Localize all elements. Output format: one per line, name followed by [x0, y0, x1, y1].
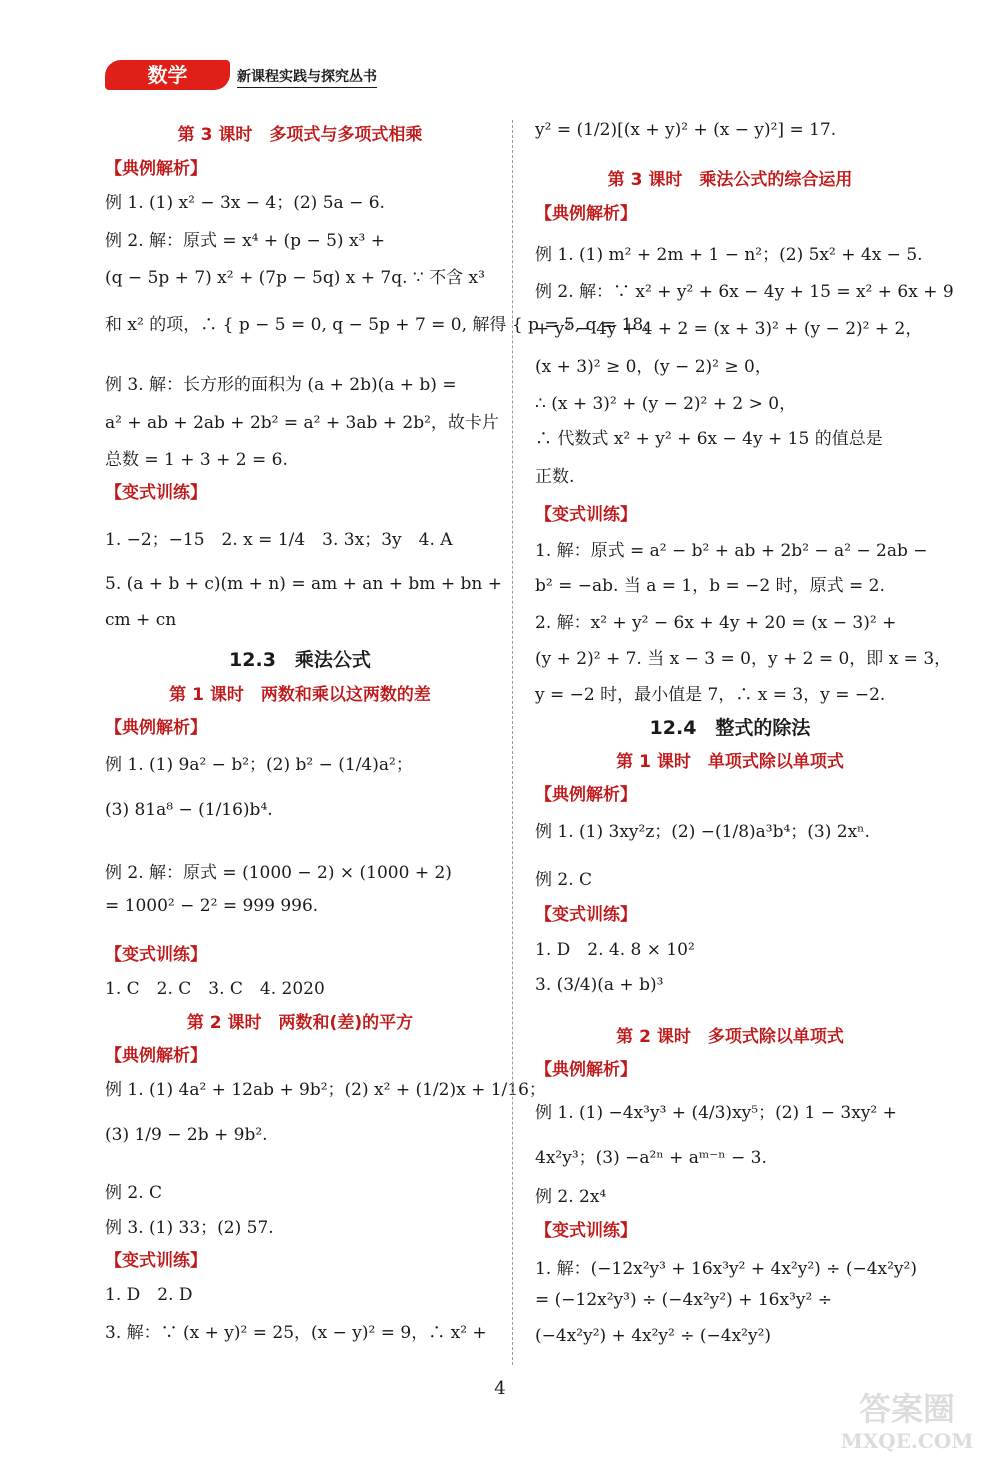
section-tag: 【变式训练】 [105, 945, 207, 965]
section-tag: 【典例解析】 [105, 1046, 207, 1066]
answer-line: 1. 解：原式 = a² − b² + ab + 2b² − a² − 2ab − [535, 541, 928, 561]
answer-line: (−4x²y²) + 4x²y² ÷ (−4x²y²) [535, 1326, 772, 1346]
lesson-heading: 第 1 课时 两数和乘以这两数的差 [169, 685, 431, 705]
section-heading: 12.3 乘法公式 [229, 649, 371, 671]
section-tag: 【典例解析】 [535, 1060, 637, 1080]
answer-line: ∴ (x + 3)² + (y − 2)² + 2 > 0， [535, 394, 797, 414]
answer-line: (3) 81a⁸ − (1/16)b⁴. [105, 800, 273, 820]
subject-badge: 数学 [105, 60, 230, 90]
answer-line: 总数 = 1 + 3 + 2 = 6. [105, 450, 288, 470]
answer-line: 例 1. (1) 3xy²z；(2) −(1/8)a³b⁴；(3) 2xⁿ. [535, 822, 870, 842]
answer-line: 1. 解：(−12x²y³ + 16x³y² + 4x²y²) ÷ (−4x²y²) [535, 1259, 917, 1279]
series-title: 新课程实践与探究丛书 [237, 66, 377, 88]
section-heading: 12.4 整式的除法 [649, 717, 811, 739]
answer-line: (3) 1/9 − 2b + 9b². [105, 1125, 268, 1145]
answer-line: 正数. [535, 467, 575, 487]
answer-line: 例 3. (1) 33；(2) 57. [105, 1218, 274, 1238]
section-tag: 【典例解析】 [535, 204, 637, 224]
answer-line: a² + ab + 2ab + 2b² = a² + 3ab + 2b²，故卡片 [105, 413, 499, 433]
answer-line: 例 1. (1) 4a² + 12ab + 9b²；(2) x² + (1/2)x + 1/16； [105, 1080, 546, 1100]
answer-line: 2. 解：x² + y² − 6x + 4y + 20 = (x − 3)² + [535, 613, 897, 633]
answer-line: 5. (a + b + c)(m + n) = am + an + bm + bn + [105, 574, 502, 594]
answer-line: 1. −2；−15 2. x = 1/4 3. 3x；3y 4. A [105, 530, 453, 550]
answer-line: 4x²y³；(3) −a²ⁿ + aᵐ⁻ⁿ − 3. [535, 1148, 767, 1168]
answer-line: = (−12x²y³) ÷ (−4x²y²) + 16x³y² ÷ [535, 1290, 832, 1310]
answer-line: y = −2 时，最小值是 7，∴ x = 3，y = −2. [535, 685, 886, 705]
answer-line: 和 x² 的项，∴ { p − 5 = 0, q − 5p + 7 = 0, 解得 { p = 5, q = 18. [105, 315, 649, 335]
answer-line: 例 2. C [105, 1183, 163, 1203]
answer-line: 例 2. 2x⁴ [535, 1187, 607, 1207]
page-number: 4 [494, 1378, 506, 1399]
section-tag: 【典例解析】 [535, 785, 637, 805]
answer-line: cm + cn [105, 610, 177, 630]
lesson-heading: 第 1 课时 单项式除以单项式 [616, 752, 844, 772]
answer-line: 例 2. 解：∵ x² + y² + 6x − 4y + 15 = x² + 6x + 9 [535, 282, 954, 302]
column-divider [512, 120, 513, 1365]
lesson-heading: 第 2 课时 多项式除以单项式 [616, 1027, 844, 1047]
answer-line: 3. (3/4)(a + b)³ [535, 975, 664, 995]
answer-line: y² = (1/2)[(x + y)² + (x − y)²] = 17. [535, 120, 837, 140]
section-tag: 【变式训练】 [535, 1221, 637, 1241]
section-tag: 【变式训练】 [105, 1251, 207, 1271]
answer-line: b² = −ab. 当 a = 1，b = −2 时，原式 = 2. [535, 576, 885, 596]
answer-line: 例 2. 解：原式 = (1000 − 2) × (1000 + 2) [105, 863, 452, 883]
answer-line: 1. D 2. D [105, 1285, 193, 1305]
answer-line: 1. C 2. C 3. C 4. 2020 [105, 979, 325, 999]
answer-line: 例 1. (1) m² + 2m + 1 − n²；(2) 5x² + 4x − 5. [535, 245, 923, 265]
answer-line: = 1000² − 2² = 999 996. [105, 896, 319, 916]
lesson-heading: 第 2 课时 两数和(差)的平方 [186, 1013, 414, 1033]
section-tag: 【典例解析】 [105, 159, 207, 179]
section-tag: 【典例解析】 [105, 718, 207, 738]
answer-line: 例 1. (1) −4x³y³ + (4/3)xy⁵；(2) 1 − 3xy² + [535, 1103, 897, 1123]
watermark-line2: MXQE.COM [840, 1429, 974, 1453]
answer-line: 例 1. (1) x² − 3x − 4；(2) 5a − 6. [105, 193, 385, 213]
answer-line: (q − 5p + 7) x² + (7p − 5q) x + 7q. ∵ 不含 x³ [105, 268, 485, 288]
answer-line: 1. D 2. 4. 8 × 10² [535, 940, 695, 960]
section-tag: 【变式训练】 [535, 905, 637, 925]
watermark-logo [820, 1386, 995, 1456]
watermark-line1: 答案圈 [858, 1390, 956, 1428]
answer-line: ∴ 代数式 x² + y² + 6x − 4y + 15 的值总是 [535, 429, 883, 449]
answer-line: (y + 2)² + 7. 当 x − 3 = 0，y + 2 = 0，即 x = 3， [535, 649, 952, 669]
answer-line: 3. 解：∵ (x + y)² = 25，(x − y)² = 9，∴ x² + [105, 1323, 487, 1343]
lesson-heading: 第 3 课时 多项式与多项式相乘 [177, 125, 423, 145]
answer-line: 例 2. 解：原式 = x⁴ + (p − 5) x³ + [105, 231, 386, 251]
answer-line: 例 2. C [535, 870, 593, 890]
answer-line: 例 3. 解：长方形的面积为 (a + 2b)(a + b) = [105, 375, 457, 395]
answer-line: (x + 3)² ≥ 0，(y − 2)² ≥ 0， [535, 357, 772, 377]
answer-line: 例 1. (1) 9a² − b²；(2) b² − (1/4)a²； [105, 755, 413, 775]
page-header [105, 58, 405, 94]
answer-line: + y² − 4y + 4 + 2 = (x + 3)² + (y − 2)² + 2， [535, 319, 923, 339]
section-tag: 【变式训练】 [535, 505, 637, 525]
lesson-heading: 第 3 课时 乘法公式的综合运用 [607, 170, 853, 190]
section-tag: 【变式训练】 [105, 483, 207, 503]
